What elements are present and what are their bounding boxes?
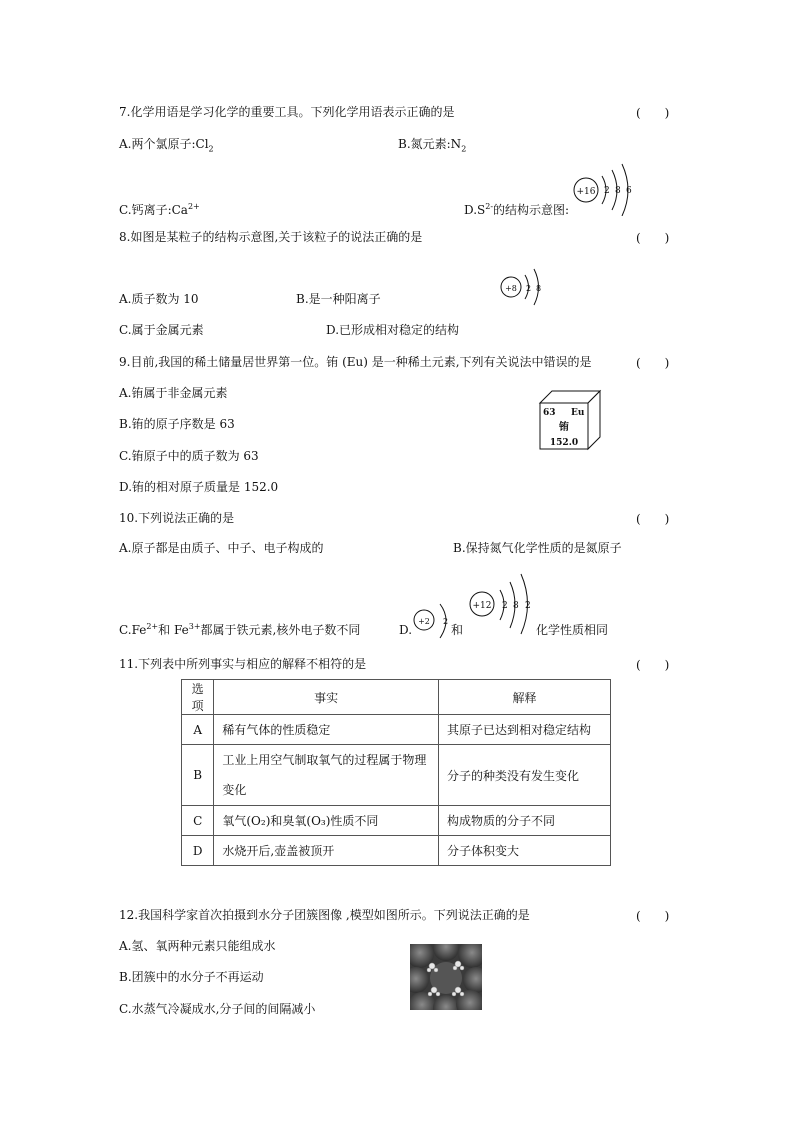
row-option: A	[182, 715, 214, 745]
shell-electrons-2: 8	[536, 284, 542, 293]
q8-option-b: B.是一种阳离子	[296, 292, 381, 306]
row-option: C	[182, 806, 214, 836]
row-fact: 水烧开后,壶盖被顶开	[214, 836, 439, 866]
q10-option-c: $C.Fe^{2+}$和 $Fe^{3+}$都属于铁元素,核外电子数不同	[119, 622, 361, 637]
row-option: B	[182, 745, 214, 806]
q12-stem: 12.我国科学家首次拍摄到水分子团簇图像 ,模型如图所示。下列说法正确的是	[119, 908, 530, 922]
q10-option-d-label: D.	[399, 623, 413, 637]
q11-answer-parens: ( )	[636, 658, 670, 672]
header-explanation: 解释	[438, 680, 610, 715]
shell-electrons-3: 6	[626, 186, 632, 196]
q7-stem: 7.化学用语是学习化学的重要工具。下列化学用语表示正确的是	[119, 105, 455, 119]
q10-mg-structure-diagram	[466, 570, 538, 636]
q7-option-c: C.钙离子$:Ca^{2+}$	[119, 202, 200, 217]
q10-option-d-tail: 化学性质相同	[536, 623, 609, 637]
row-explanation: 其原子已达到相对稳定结构	[438, 715, 610, 745]
q8-answer-parens: ( )	[636, 231, 670, 245]
nucleus-charge: +12	[472, 601, 492, 611]
nucleus-charge: +2	[418, 617, 430, 626]
row-explanation: 构成物质的分子不同	[438, 806, 610, 836]
table-row	[182, 806, 611, 836]
row-fact-line-1: 工业上用空气制取氧气的过程属于物理	[222, 753, 427, 767]
q11-stem: 11.下列表中所列事实与相应的解释不相符的是	[119, 657, 367, 671]
q7-answer-parens: ( )	[636, 106, 670, 120]
q9-stem: 9.目前,我国的稀土储量居世界第一位。铕 (Eu) 是一种稀土元素,下列有关说法中错误的是	[119, 355, 592, 369]
q10-option-b: B.保持氮气化学性质的是氮原子	[453, 541, 622, 555]
row-explanation: 分子体积变大	[438, 836, 610, 866]
shell-electrons-1: 2	[443, 617, 449, 626]
shell-electrons-2: 8	[513, 601, 519, 611]
q11-table	[181, 679, 611, 866]
shell-electrons-2: 8	[615, 186, 621, 196]
table-header-row	[182, 680, 611, 715]
q8-option-a: A.质子数为 10	[119, 292, 199, 306]
row-option: D	[182, 836, 214, 866]
q10-answer-parens: ( )	[636, 512, 670, 526]
header-fact: 事实	[214, 680, 439, 715]
element-atomic-number: 63	[543, 408, 556, 418]
q7-option-a: A.两个氯原子$:Cl_2$	[119, 137, 214, 154]
q9-element-cell	[536, 387, 602, 453]
q10-option-a: A.原子都是由质子、中子、电子构成的	[119, 541, 324, 555]
q9-option-b: B.铕的原子序数是 63	[119, 417, 235, 431]
row-fact: 氧气(O₂)和臭氧(O₃)性质不同	[214, 806, 439, 836]
table-row	[182, 836, 611, 866]
header-option: 选项	[182, 680, 214, 715]
table-row	[182, 745, 611, 806]
shell-electrons-1: 2	[604, 186, 610, 196]
row-fact-line-2: 变化	[222, 783, 247, 797]
shell-electrons-3: 2	[525, 601, 531, 611]
element-name: 铕	[559, 422, 569, 433]
q7-option-b: B.氮元素$:N_2$	[398, 137, 467, 154]
row-fact: 稀有气体的性质稳定	[214, 715, 439, 745]
q8-option-c: C.属于金属元素	[119, 323, 204, 337]
q7-s-ion-structure-diagram	[570, 160, 640, 216]
table-row	[182, 715, 611, 745]
q12-water-cluster-image	[410, 944, 482, 1010]
row-fact	[214, 745, 439, 806]
q10-and-word: 和	[451, 623, 464, 637]
shell-electrons-1: 2	[526, 284, 532, 293]
q9-option-d: D.铕的相对原子质量是 152.0	[119, 480, 279, 494]
q9-option-a: A.铕属于非金属元素	[119, 386, 228, 400]
q12-option-b: B.团簇中的水分子不再运动	[119, 970, 264, 984]
q12-answer-parens: ( )	[636, 909, 670, 923]
q7-option-d: $D.S^{2-}$的结构示意图:	[464, 202, 570, 217]
q9-option-c: C.铕原子中的质子数为 63	[119, 449, 259, 463]
q12-option-c: C.水蒸气冷凝成水,分子间的间隔减小	[119, 1002, 316, 1016]
nucleus-charge: +8	[505, 284, 517, 293]
q12-option-a: A.氢、氧两种元素只能组成水	[119, 939, 276, 953]
element-symbol: Eu	[571, 408, 585, 418]
row-explanation: 分子的种类没有发生变化	[438, 745, 610, 806]
q9-answer-parens: ( )	[636, 356, 670, 370]
nucleus-charge: +16	[576, 187, 596, 197]
q8-stem: 8.如图是某粒子的结构示意图,关于该粒子的说法正确的是	[119, 230, 423, 244]
q8-particle-structure-diagram	[497, 266, 547, 306]
element-atomic-mass: 152.0	[549, 438, 579, 448]
q10-he-structure-diagram	[410, 600, 456, 640]
shell-electrons-1: 2	[502, 601, 508, 611]
q10-stem: 10.下列说法正确的是	[119, 511, 235, 525]
q8-option-d: D.已形成相对稳定的结构	[326, 323, 460, 337]
